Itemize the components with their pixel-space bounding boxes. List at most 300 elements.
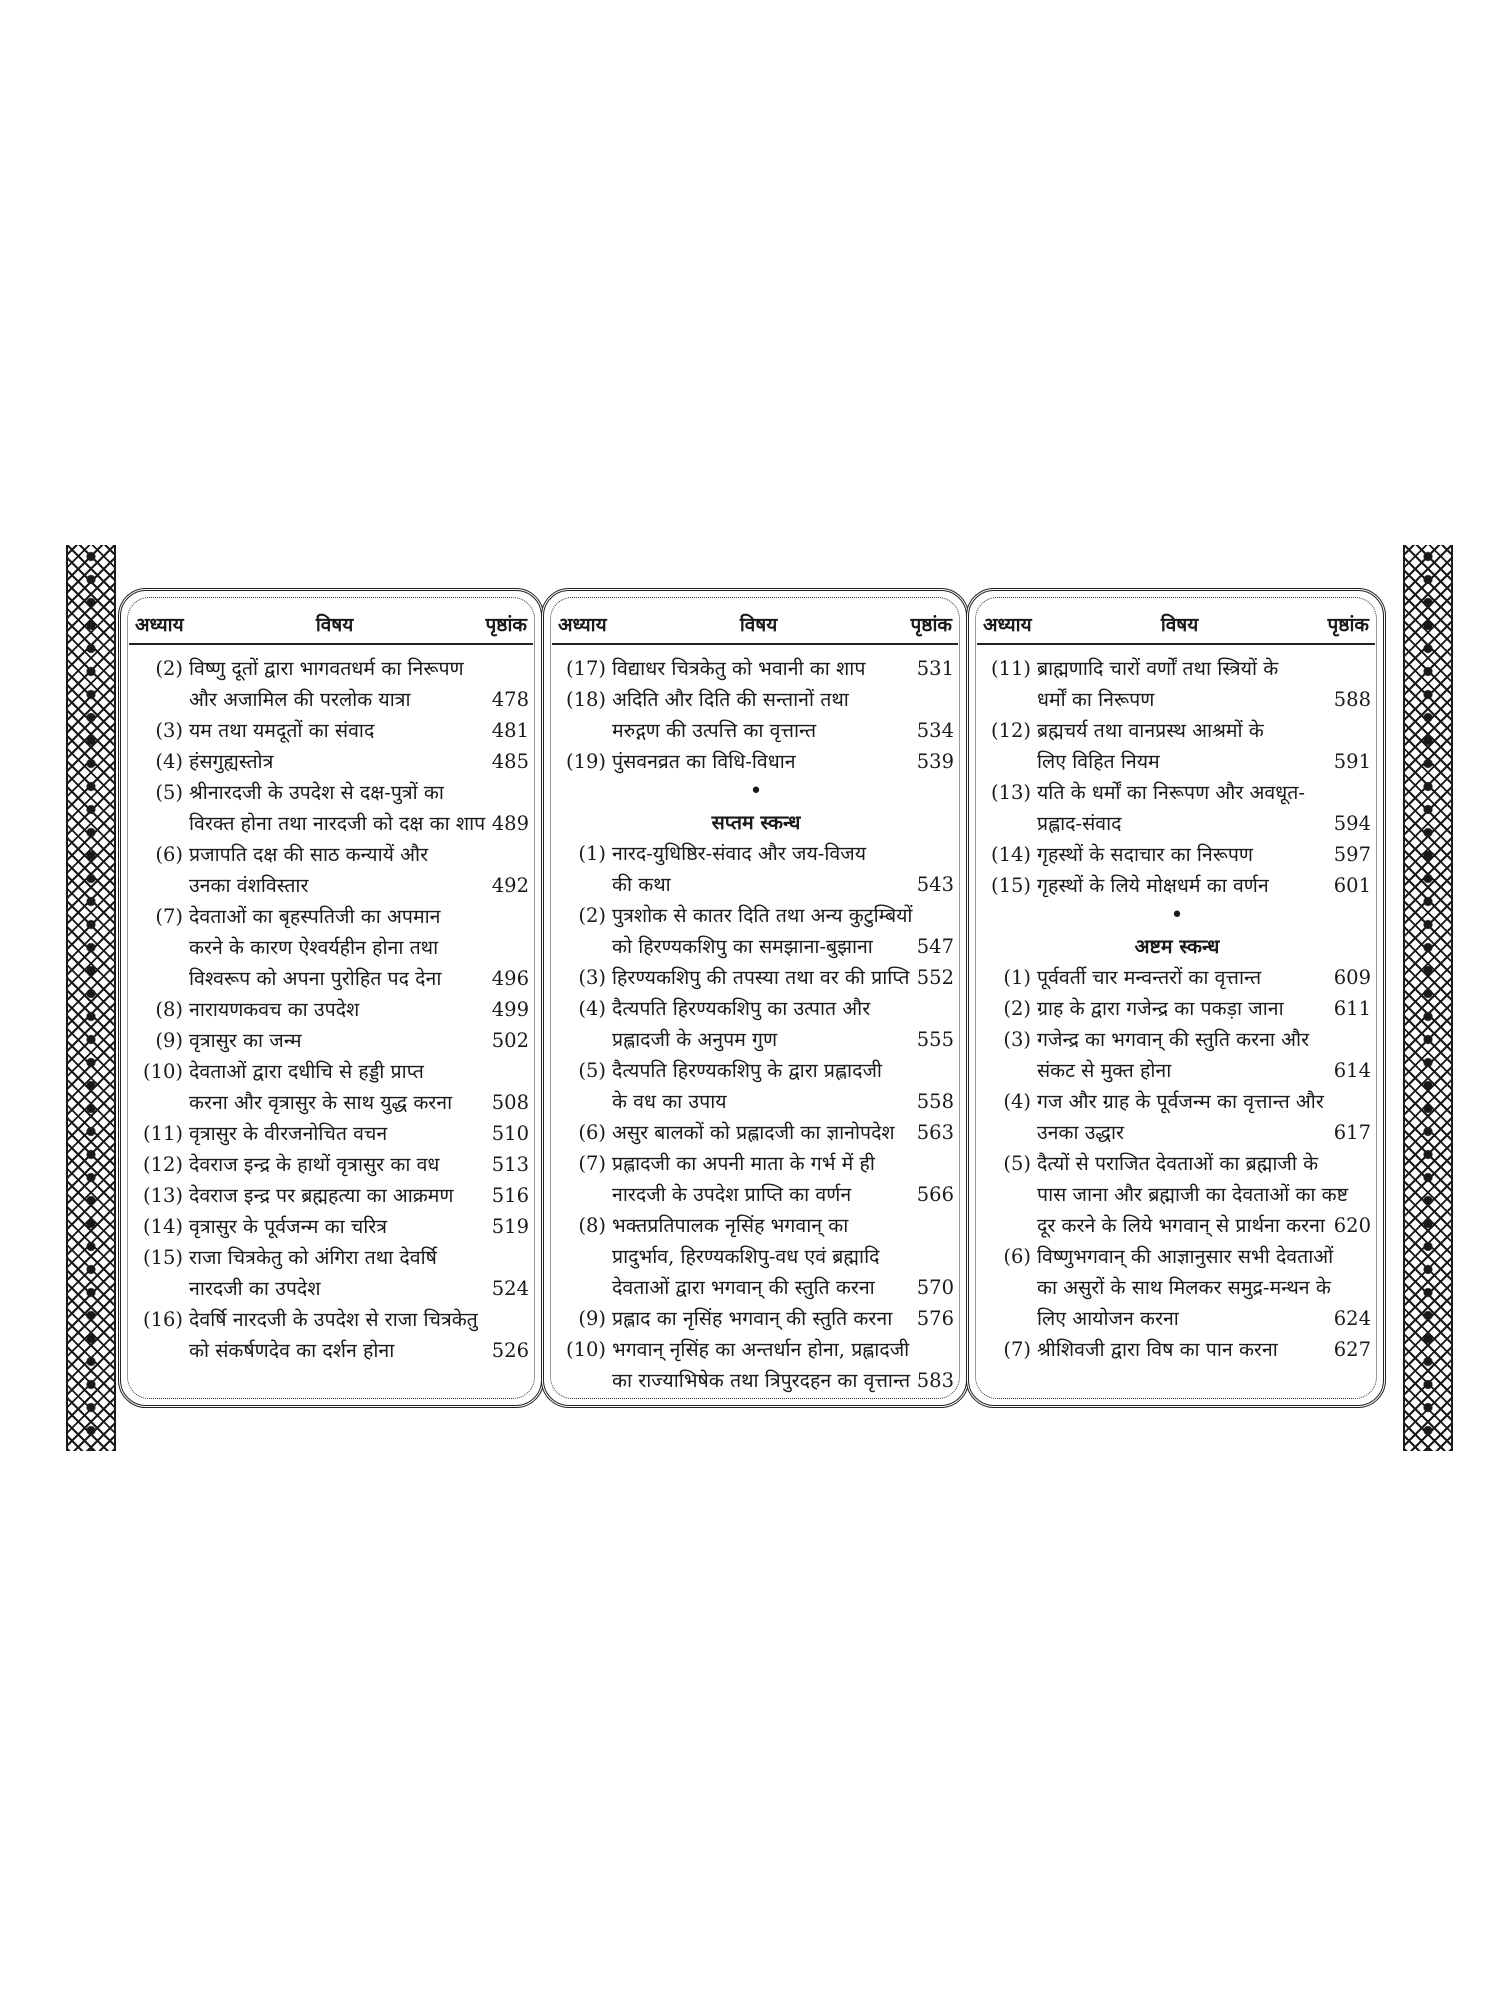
subject-text: को संकर्षणदेव का दर्शन होना <box>189 1339 395 1362</box>
chapter-number: (14) <box>142 1215 183 1238</box>
subject-text: लिए आयोजन करना <box>1037 1307 1179 1330</box>
subject-text: ब्राह्मणादि चारों वर्णों तथा स्त्रियों के <box>1037 657 1279 680</box>
entry-body <box>189 1025 529 1056</box>
entry-line <box>189 1211 529 1242</box>
subject-text: यति के धर्मों का निरूपण और अवधूत- <box>1037 781 1305 804</box>
entry-body <box>612 1055 954 1117</box>
chapter-number: (14) <box>990 843 1031 866</box>
entry-body <box>189 1180 529 1211</box>
toc-entry <box>558 900 954 962</box>
entry-body <box>612 900 954 962</box>
entry-line <box>1037 993 1371 1024</box>
entry-line <box>1037 1272 1371 1303</box>
entry-line <box>189 1056 529 1087</box>
entry-body <box>612 1117 954 1148</box>
entry-body <box>612 1303 954 1334</box>
entry-body <box>1037 1086 1371 1148</box>
subject-text: का राज्याभिषेक तथा त्रिपुरदहन का वृत्तान्त <box>612 1369 911 1392</box>
chapter-number: (15) <box>990 874 1031 897</box>
chapter-number: (3) <box>1003 1028 1031 1051</box>
subject-text: हंसगुह्यस्तोत्र <box>189 750 274 773</box>
chapter-number: (8) <box>155 998 183 1021</box>
subject-text: नारदजी का उपदेश <box>189 1277 321 1300</box>
entry-body <box>612 962 954 993</box>
toc-entry <box>558 1148 954 1210</box>
entry-line <box>1037 1086 1371 1117</box>
header-page: पृष्ठांक <box>1327 614 1369 636</box>
subject-text: वृत्रासुर के वीरजनोचित वचन <box>189 1122 388 1145</box>
entry-line <box>189 684 529 715</box>
entry-line <box>1037 1334 1371 1365</box>
entry-line <box>1037 1024 1371 1055</box>
toc-entry <box>983 653 1371 715</box>
toc-entry <box>135 777 529 839</box>
entry-body <box>189 653 529 715</box>
subject-text: अदिति और दिति की सन्तानों तथा <box>612 688 849 711</box>
header-chapter: अध्याय <box>558 614 607 636</box>
entry-line <box>1037 870 1371 901</box>
entry-body <box>612 746 954 777</box>
page-number: 526 <box>491 1339 529 1362</box>
toc-entry <box>983 962 1371 993</box>
entry-line <box>1037 1117 1371 1148</box>
page-number: 502 <box>491 1029 529 1052</box>
toc-entry <box>558 684 954 746</box>
entry-body <box>612 838 954 900</box>
toc-entry <box>983 839 1371 870</box>
entry-body <box>612 653 954 684</box>
page-number: 566 <box>916 1183 954 1206</box>
entry-line <box>189 1118 529 1149</box>
chapter-number: (2) <box>1003 997 1031 1020</box>
subject-text: करने के कारण ऐश्वर्यहीन होना तथा <box>189 936 439 959</box>
entry-line <box>612 1117 954 1148</box>
subject-text: दैत्यों से पराजित देवताओं का ब्रह्माजी के <box>1037 1152 1319 1175</box>
chapter-number: (11) <box>990 657 1031 680</box>
entry-line <box>1037 1148 1371 1179</box>
subject-text: विरक्त होना तथा नारदजी को दक्ष का शाप <box>189 812 486 835</box>
page-number: 563 <box>916 1121 954 1144</box>
chapter-number: (4) <box>1003 1090 1031 1113</box>
page-number: 614 <box>1333 1059 1371 1082</box>
entry-body <box>1037 1334 1371 1365</box>
chapter-number: (6) <box>1003 1245 1031 1268</box>
subject-text: गज और ग्राह के पूर्वजन्म का वृत्तान्त और <box>1037 1090 1324 1113</box>
entry-group <box>983 962 1371 1365</box>
subject-text: गजेन्द्र का भगवान् की स्तुति करना और <box>1037 1028 1310 1051</box>
subject-text: यम तथा यमदूतों का संवाद <box>189 719 375 742</box>
header-page: पृष्ठांक <box>485 614 527 636</box>
toc-entry <box>983 1334 1371 1365</box>
toc-entry <box>558 653 954 684</box>
subject-text: भगवान् नृसिंह का अन्तर्धान होना, प्रह्लादजी <box>612 1338 910 1361</box>
entry-body <box>189 1149 529 1180</box>
header-subject: विषय <box>739 614 778 636</box>
entry-body <box>1037 1148 1371 1241</box>
chapter-number: (10) <box>142 1060 183 1083</box>
chapter-number: (18) <box>565 688 606 711</box>
subject-text: विष्णुभगवान् की आज्ञानुसार सभी देवताओं <box>1037 1245 1334 1268</box>
page-number: 597 <box>1333 843 1371 866</box>
page-number: 496 <box>491 967 529 990</box>
subject-text: प्रादुर्भाव, हिरण्यकशिपु-वध एवं ब्रह्मादि <box>612 1245 880 1268</box>
entry-line <box>189 1335 529 1366</box>
entry-line <box>1037 1241 1371 1272</box>
page-number: 617 <box>1333 1121 1371 1144</box>
chapter-number: (13) <box>142 1184 183 1207</box>
entry-line <box>612 1148 954 1179</box>
subject-text: विष्णु दूतों द्वारा भागवतधर्म का निरूपण <box>189 657 464 680</box>
chapter-number: (2) <box>578 904 606 927</box>
entry-body <box>1037 1024 1371 1086</box>
entry-line <box>1037 653 1371 684</box>
entry-line <box>612 838 954 869</box>
entry-line <box>189 963 529 994</box>
bullet-separator: • <box>749 779 763 804</box>
toc-entry <box>983 993 1371 1024</box>
subject-text: देवताओं द्वारा दधीचि से हड्डी प्राप्त <box>189 1060 424 1083</box>
toc-entry <box>558 1210 954 1303</box>
entry-line <box>189 839 529 870</box>
toc-entry <box>558 1334 954 1396</box>
entry-body <box>189 1056 529 1118</box>
entry-line <box>612 1272 954 1303</box>
toc-column-3 <box>966 588 1386 1408</box>
page-number: 524 <box>491 1277 529 1300</box>
decorative-border-left <box>66 545 116 1451</box>
subject-text: देवर्षि नारदजी के उपदेश से राजा चित्रकेतु <box>189 1308 478 1331</box>
entry-line <box>1037 1303 1371 1334</box>
entry-line <box>189 653 529 684</box>
entry-line <box>1037 684 1371 715</box>
chapter-number: (1) <box>578 842 606 865</box>
page-number: 570 <box>916 1276 954 1299</box>
subject-text: प्रह्लाद-संवाद <box>1037 812 1122 835</box>
entry-list <box>135 653 529 1366</box>
subject-text: नारायणकवच का उपदेश <box>189 998 360 1021</box>
chapter-number: (4) <box>578 997 606 1020</box>
page-number: 588 <box>1333 688 1371 711</box>
subject-text: वृत्रासुर का जन्म <box>189 1029 302 1052</box>
page-number: 543 <box>916 873 954 896</box>
page-number: 594 <box>1333 812 1371 835</box>
entry-line <box>189 1025 529 1056</box>
page-number: 624 <box>1333 1307 1371 1330</box>
page-number: 591 <box>1333 750 1371 773</box>
page-number: 552 <box>916 966 954 989</box>
chapter-number: (7) <box>578 1152 606 1175</box>
entry-line <box>189 1304 529 1335</box>
chapter-number: (16) <box>142 1308 183 1331</box>
entry-line <box>1037 962 1371 993</box>
subject-text: पूर्ववर्ती चार मन्वन्तरों का वृत्तान्त <box>1037 966 1262 989</box>
column-header <box>977 605 1375 645</box>
chapter-number: (10) <box>565 1338 606 1361</box>
subject-text: संकट से मुक्त होना <box>1037 1059 1172 1082</box>
toc-entry <box>558 993 954 1055</box>
bullet-separator: • <box>1170 903 1184 928</box>
page-number: 508 <box>491 1091 529 1114</box>
column-header <box>129 605 533 645</box>
entry-group <box>558 838 954 1396</box>
entry-line <box>189 1149 529 1180</box>
subject-text: प्रह्लाद का नृसिंह भगवान् की स्तुति करना <box>612 1307 893 1330</box>
chapter-number: (5) <box>155 781 183 804</box>
entry-group <box>983 653 1371 901</box>
page-number: 516 <box>491 1184 529 1207</box>
toc-entry <box>558 1117 954 1148</box>
subject-text: हिरण्यकशिपु की तपस्या तथा वर की प्राप्ति <box>612 966 910 989</box>
chapter-number: (3) <box>578 966 606 989</box>
entry-line <box>612 1210 954 1241</box>
entry-group <box>558 653 954 777</box>
chapter-number: (8) <box>578 1214 606 1237</box>
toc-entry <box>135 715 529 746</box>
subject-text: वृत्रासुर के पूर्वजन्म का चरित्र <box>189 1215 388 1238</box>
chapter-number: (6) <box>155 843 183 866</box>
subject-text: श्रीशिवजी द्वारा विष का पान करना <box>1037 1338 1278 1361</box>
chapter-number: (9) <box>155 1029 183 1052</box>
entry-line <box>189 994 529 1025</box>
entry-line <box>612 1024 954 1055</box>
subject-text: और अजामिल की परलोक यात्रा <box>189 688 411 711</box>
page-number: 555 <box>916 1028 954 1051</box>
entry-body <box>1037 993 1371 1024</box>
subject-text: विद्याधर चित्रकेतु को भवानी का शाप <box>612 657 866 680</box>
chapter-number: (13) <box>990 781 1031 804</box>
subject-text: गृहस्थों के लिये मोक्षधर्म का वर्णन <box>1037 874 1269 897</box>
entry-line <box>612 653 954 684</box>
chapter-number: (11) <box>142 1122 183 1145</box>
subject-text: उनका वंशविस्तार <box>189 874 309 897</box>
subject-text: विश्वरूप को अपना पुरोहित पद देना <box>189 967 442 990</box>
page-number: 547 <box>916 935 954 958</box>
entry-line <box>612 1365 954 1396</box>
toc-column-1 <box>118 588 544 1408</box>
header-subject: विषय <box>315 614 354 636</box>
chapter-number: (1) <box>1003 966 1031 989</box>
entry-body <box>1037 870 1371 901</box>
chapter-number: (12) <box>142 1153 183 1176</box>
subject-text: असुर बालकों को प्रह्लादजी का ज्ञानोपदेश <box>612 1121 895 1144</box>
page-number: 627 <box>1333 1338 1371 1361</box>
subject-text: को हिरण्यकशिपु का समझाना-बुझाना <box>612 935 873 958</box>
chapter-number: (6) <box>578 1121 606 1144</box>
subject-text: धर्मों का निरूपण <box>1037 688 1155 711</box>
header-page: पृष्ठांक <box>910 614 952 636</box>
toc-entry <box>983 1086 1371 1148</box>
page-number: 489 <box>491 812 529 835</box>
entry-line <box>612 993 954 1024</box>
entry-body <box>612 1210 954 1303</box>
entry-line <box>1037 1210 1371 1241</box>
subject-text: का असुरों के साथ मिलकर समुद्र-मन्थन के <box>1037 1276 1331 1299</box>
subject-text: के वध का उपाय <box>612 1090 727 1113</box>
subject-text: ब्रह्मचर्य तथा वानप्रस्थ आश्रमों के <box>1037 719 1264 742</box>
toc-entry <box>983 870 1371 901</box>
entry-body <box>189 746 529 777</box>
page-number: 583 <box>916 1369 954 1392</box>
header-chapter: अध्याय <box>983 614 1032 636</box>
entry-line <box>1037 777 1371 808</box>
entry-line <box>612 1241 954 1272</box>
subject-text: प्रजापति दक्ष की साठ कन्यायें और <box>189 843 429 866</box>
subject-text: राजा चित्रकेतु को अंगिरा तथा देवर्षि <box>189 1246 437 1269</box>
page-number: 513 <box>491 1153 529 1176</box>
toc-entry <box>135 994 529 1025</box>
chapter-number: (12) <box>990 719 1031 742</box>
subject-text: उनका उद्धार <box>1037 1121 1125 1144</box>
subject-text: गृहस्थों के सदाचार का निरूपण <box>1037 843 1254 866</box>
entry-line <box>612 715 954 746</box>
subject-text: श्रीनारदजी के उपदेश से दक्ष-पुत्रों का <box>189 781 444 804</box>
toc-entry <box>135 1118 529 1149</box>
entry-line <box>612 684 954 715</box>
entry-line <box>1037 746 1371 777</box>
entry-line <box>612 1055 954 1086</box>
entry-body <box>612 684 954 746</box>
page-number: 492 <box>491 874 529 897</box>
page-number: 531 <box>916 657 954 680</box>
entry-line <box>612 1086 954 1117</box>
entry-body <box>189 1118 529 1149</box>
entry-body <box>189 1242 529 1304</box>
chapter-number: (9) <box>578 1307 606 1330</box>
toc-entry <box>135 1056 529 1118</box>
header-chapter: अध्याय <box>135 614 184 636</box>
chapter-number: (7) <box>155 905 183 928</box>
subject-text: दूर करने के लिये भगवान् से प्रार्थना करना <box>1037 1214 1325 1237</box>
entry-body <box>1037 839 1371 870</box>
chapter-number: (17) <box>565 657 606 680</box>
entry-body <box>1037 715 1371 777</box>
entry-body <box>189 1304 529 1366</box>
toc-entry <box>983 777 1371 839</box>
page-number: 611 <box>1333 997 1371 1020</box>
chapter-number: (7) <box>1003 1338 1031 1361</box>
subject-text: नारद-युधिष्ठिर-संवाद और जय-विजय <box>612 842 867 865</box>
subject-text: नारदजी के उपदेश प्राप्ति का वर्णन <box>612 1183 852 1206</box>
chapter-number: (3) <box>155 719 183 742</box>
subject-text: ग्राह के द्वारा गजेन्द्र का पकड़ा जाना <box>1037 997 1284 1020</box>
page-number: 478 <box>491 688 529 711</box>
entry-list <box>558 653 954 1396</box>
toc-entry <box>135 1025 529 1056</box>
toc-entry <box>558 746 954 777</box>
page-number: 481 <box>491 719 529 742</box>
entry-line <box>1037 1055 1371 1086</box>
entry-line <box>612 1179 954 1210</box>
subject-text: भक्तप्रतिपालक नृसिंह भगवान् का <box>612 1214 849 1237</box>
column-header <box>552 605 958 645</box>
toc-entry <box>135 1180 529 1211</box>
toc-entry <box>558 838 954 900</box>
toc-entry <box>983 715 1371 777</box>
entry-line <box>189 932 529 963</box>
subject-text: दैत्यपति हिरण्यकशिपु का उत्पात और <box>612 997 871 1020</box>
subject-text: देवराज इन्द्र के हाथों वृत्रासुर का वध <box>189 1153 440 1176</box>
entry-body <box>612 1334 954 1396</box>
entry-line <box>612 1303 954 1334</box>
section-heading: सप्तम स्कन्ध <box>711 811 801 834</box>
section-heading: अष्टम स्कन्ध <box>1134 935 1220 958</box>
entry-line <box>612 962 954 993</box>
page-number: 485 <box>491 750 529 773</box>
entry-line <box>189 1273 529 1304</box>
subject-text: देवताओं द्वारा भगवान् की स्तुति करना <box>612 1276 875 1299</box>
entry-body <box>189 901 529 994</box>
entry-body <box>612 1148 954 1210</box>
page-number: 519 <box>491 1215 529 1238</box>
toc-entry <box>558 1303 954 1334</box>
toc-entry <box>135 1211 529 1242</box>
subject-text: लिए विहित नियम <box>1037 750 1160 773</box>
subject-text: की कथा <box>612 873 671 896</box>
entry-body <box>1037 1241 1371 1334</box>
entry-line <box>1037 839 1371 870</box>
chapter-number: (19) <box>565 750 606 773</box>
page-number: 558 <box>916 1090 954 1113</box>
entry-line <box>189 1087 529 1118</box>
entry-line <box>189 1242 529 1273</box>
page-number: 620 <box>1333 1214 1371 1237</box>
toc-column-2 <box>541 588 969 1408</box>
chapter-number: (4) <box>155 750 183 773</box>
entry-body <box>1037 962 1371 993</box>
page-number: 576 <box>916 1307 954 1330</box>
chapter-number: (2) <box>155 657 183 680</box>
entry-body <box>189 777 529 839</box>
entry-line <box>1037 715 1371 746</box>
entry-line <box>189 777 529 808</box>
entry-line <box>612 746 954 777</box>
toc-entry <box>135 1242 529 1304</box>
entry-line <box>612 900 954 931</box>
entry-line <box>612 1334 954 1365</box>
entry-body <box>189 839 529 901</box>
entry-line <box>189 901 529 932</box>
header-subject: विषय <box>1160 614 1199 636</box>
subject-text: दैत्यपति हिरण्यकशिपु के द्वारा प्रह्लादजी <box>612 1059 882 1082</box>
toc-entry <box>135 1304 529 1366</box>
toc-entry <box>135 901 529 994</box>
toc-entry <box>135 839 529 901</box>
entry-body <box>189 994 529 1025</box>
entry-line <box>1037 808 1371 839</box>
toc-entry <box>558 1055 954 1117</box>
toc-entry <box>983 1148 1371 1241</box>
entry-body <box>612 993 954 1055</box>
subject-text: पुंसवनव्रत का विधि-विधान <box>612 750 796 773</box>
entry-line <box>612 931 954 962</box>
chapter-number: (5) <box>578 1059 606 1082</box>
page-number: 534 <box>916 719 954 742</box>
toc-entry <box>135 1149 529 1180</box>
chapter-number: (15) <box>142 1246 183 1269</box>
toc-entry <box>983 1024 1371 1086</box>
entry-list <box>983 653 1371 1365</box>
toc-entry <box>558 962 954 993</box>
page-number: 539 <box>916 750 954 773</box>
subject-text: देवराज इन्द्र पर ब्रह्महत्या का आक्रमण <box>189 1184 454 1207</box>
entry-line <box>1037 1179 1371 1210</box>
subject-text: प्रह्लादजी के अनुपम गुण <box>612 1028 778 1051</box>
chapter-number: (5) <box>1003 1152 1031 1175</box>
page-number: 499 <box>491 998 529 1021</box>
entry-line <box>189 715 529 746</box>
entry-body <box>189 1211 529 1242</box>
subject-text: करना और वृत्रासुर के साथ युद्ध करना <box>189 1091 453 1114</box>
